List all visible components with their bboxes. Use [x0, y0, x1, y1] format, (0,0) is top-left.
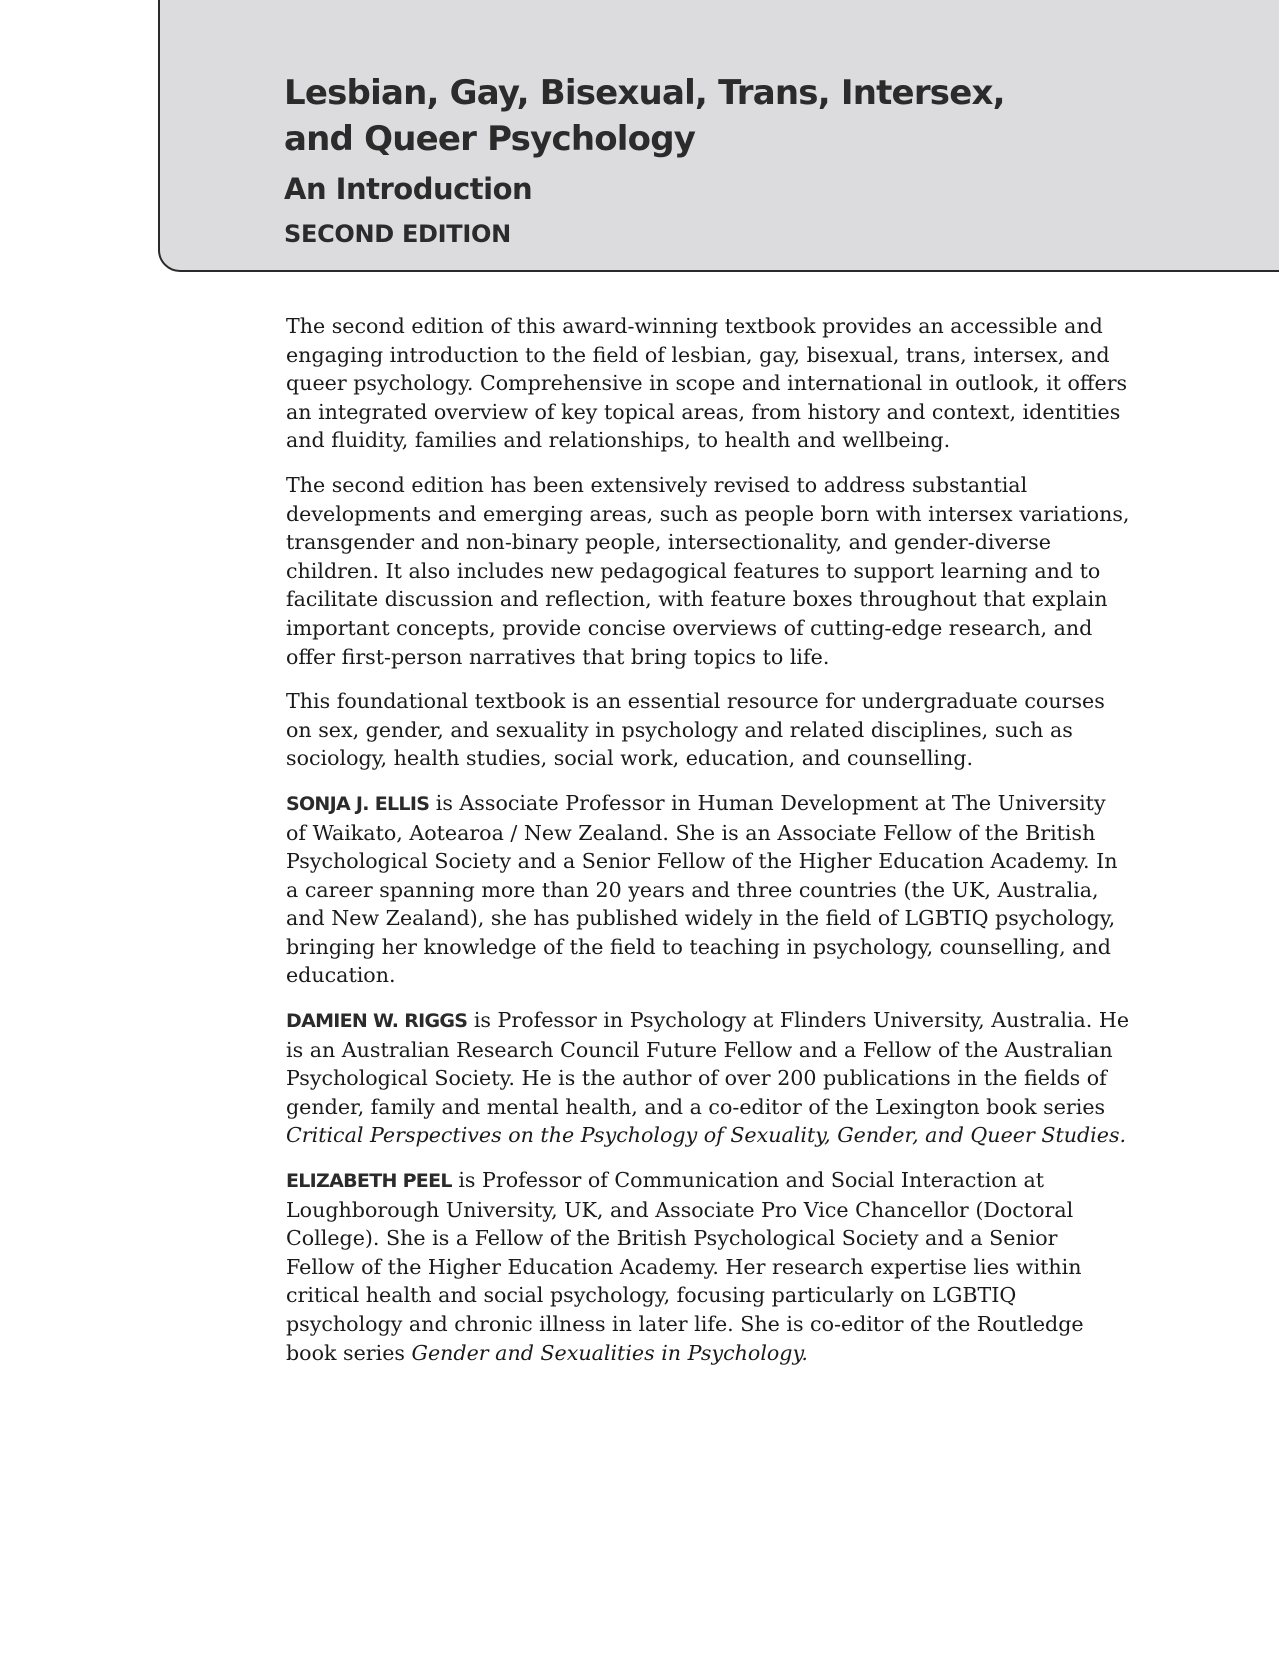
book-title-line-2: and Queer Psychology: [284, 119, 696, 159]
description-paragraph-3: This foundational textbook is an essential resource for undergraduate courses on sex, gender, and sexuality in psychology and related disciplines, such as sociology, health studies, social work, education, and counselling.: [286, 689, 1105, 771]
back-cover-text: [286, 312, 1131, 1383]
description-paragraph-1: The second edition of this award-winning textbook provides an accessible and engaging introduction to the field of lesbian, gay, bisexual, trans, intersex, and queer psychology. Comprehensive in scope and international in outlook, it offers an integrated overview of key topical areas, from history and context, identities and fluidity, families and relationships, to health and wellbeing.: [286, 314, 1128, 453]
author-bio-peel: [286, 1166, 1131, 1367]
author-name-ellis: SONJA J. ELLIS: [286, 792, 430, 815]
book-title-block: [284, 70, 1184, 250]
author-bio-text-peel: is Professor of Communication and Social Interaction at Loughborough University, UK, and Associate Pro Vice Chancellor (Doctoral College). She is a Fellow of the British Psychological Society and a Senior Fellow of the Higher Education Academy. Her research expertise lies within critical health and social psychology, focusing particularly on LGBTIQ psychology and chronic illness in later life. She is co-editor of the Routledge book series: [286, 1168, 1084, 1365]
book-series-riggs: Critical Perspectives on the Psychology of Sexuality, Gender, and Queer Studies.: [286, 1123, 1127, 1148]
book-title-line-1: Lesbian, Gay, Bisexual, Trans, Intersex,: [284, 73, 1005, 113]
description-paragraph-2: The second edition has been extensively revised to address substantial developments and emerging areas, such as people born with intersex variations, transgender and non-binary people, intersectionality, and gender-diverse children. It also includes new pedagogical features to support learning and to facilitate discussion and reflection, with feature boxes throughout that explain important concepts, provide concise overviews of cutting-edge research, and offer first-person narratives that bring topics to life.: [286, 472, 1130, 669]
author-name-peel: ELIZABETH PEEL: [286, 1170, 452, 1193]
book-edition: SECOND EDITION: [284, 220, 511, 248]
author-bio-text-riggs: is Professor in Psychology at Flinders University, Australia. He is an Australian Research Council Future Fellow and a Fellow of the Australian Psychological Society. He is the author of over 200 publications in the fields of gender, family and mental health, and a co-editor of the Lexington book series: [286, 1008, 1130, 1119]
author-bio-riggs: [286, 1006, 1131, 1150]
book-series-peel: Gender and Sexualities in Psychology.: [411, 1340, 808, 1365]
book-title: [284, 70, 1184, 162]
book-subtitle: An Introduction: [284, 172, 533, 206]
author-bio-text-ellis: is Associate Professor in Human Development at The University of Waikato, Aotearoa / New Zealand. She is an Associate Fellow of the British Psychological Society and a Senior Fellow of the Higher Education Academy. In a career spanning more than 20 years and three countries (the UK, Australia, and New Zealand), she has published widely in the field of LGBTIQ psychology, bringing her knowledge of the field to teaching in psychology, counselling, and education.: [286, 790, 1118, 988]
author-bio-ellis: [286, 789, 1131, 990]
author-name-riggs: DAMIEN W. RIGGS: [286, 1010, 468, 1033]
